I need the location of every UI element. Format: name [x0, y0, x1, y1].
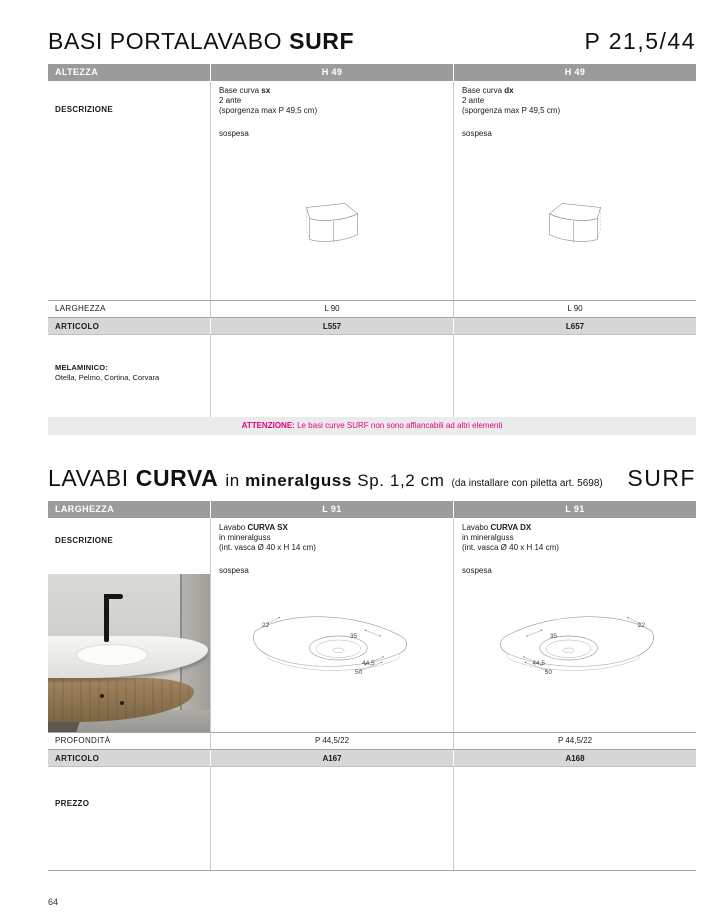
basin-plan-svg [487, 604, 663, 692]
attenzione-text: Le basi curve SURF non sono affiancabili ad altri elementi [297, 421, 503, 430]
section2-title [48, 465, 603, 492]
section1-title-row [48, 28, 696, 55]
dim-label: 44,5 [362, 660, 375, 667]
section-lavabi-curva [48, 465, 696, 871]
lavabo-curva-photo [48, 574, 210, 732]
base-curva-sx-drawing [288, 193, 376, 257]
header-label-larghezza: LARGHEZZA [55, 504, 115, 514]
section1-articolo-row [48, 318, 696, 335]
section2-drawing-row [48, 574, 696, 732]
col1-header: L 91 [210, 501, 453, 518]
dim-label: 50 [355, 669, 363, 676]
section2-install-note: (da installare con piletta art. 5698) [451, 478, 603, 489]
section2-subtitle [225, 471, 444, 490]
photo-cabinet-knob [100, 694, 104, 698]
dim-label: 50 [544, 669, 552, 676]
desc-line-2: in mineralguss [219, 533, 271, 542]
photo-faucet [104, 594, 109, 642]
desc-text: Base curva [219, 86, 260, 95]
desc-line-2: 2 ante [219, 96, 242, 105]
desc-line-1 [219, 86, 445, 96]
section2-title-row [48, 465, 696, 492]
photo-cabinet-knob [120, 701, 124, 705]
articolo-value-dx: A168 [453, 750, 696, 766]
desc-line-2: 2 ante [462, 96, 485, 105]
subtitle-bold: mineralguss [245, 471, 352, 490]
desc-variant: dx [504, 86, 514, 95]
cabinet-drawing-cell-dx [453, 157, 696, 300]
mount-type: sospesa [462, 129, 492, 138]
profondita-value-dx: P 44,5/22 [453, 733, 696, 749]
col2-header: H 49 [453, 64, 696, 81]
desc-line-3: (sporgenza max P 49,5 cm) [219, 106, 318, 115]
prezzo-cell-sx [210, 767, 453, 870]
page-number: 64 [48, 897, 59, 907]
desc-variant: sx [261, 86, 271, 95]
articolo-value-sx: L557 [210, 318, 453, 334]
section-basi-portalavabo [48, 28, 696, 435]
desc-variant: CURVA DX [490, 523, 532, 532]
dim-label: 44,5 [532, 660, 545, 667]
prezzo-label: PREZZO [55, 799, 90, 808]
mount-type: sospesa [462, 566, 492, 575]
desc-line-3: (int. vasca Ø 40 x H 14 cm) [462, 543, 559, 552]
melaminico-cell [48, 335, 210, 417]
section1-description-row [48, 81, 696, 157]
descrizione-label: DESCRIZIONE [55, 105, 113, 114]
photo-cell [48, 574, 210, 732]
section1-title-bold: SURF [289, 28, 355, 54]
empty-cell [453, 335, 696, 417]
section2-title-text: LAVABI [48, 465, 129, 491]
dim-label: 35 [549, 633, 557, 640]
section1-header-bar [48, 64, 696, 81]
prezzo-cell-dx [453, 767, 696, 870]
desc-line-3: (sporgenza max P 49,5 cm) [462, 106, 561, 115]
articolo-label: ARTICOLO [55, 754, 100, 763]
desc-line-1 [462, 523, 688, 533]
section2-description-row [48, 518, 696, 574]
section2-profondita-row [48, 732, 696, 750]
section1-larghezza-row [48, 300, 696, 318]
base-curva-dx-drawing [531, 193, 619, 257]
section1-dim-ref: P 21,5/44 [584, 28, 696, 54]
subtitle-pre: in [225, 471, 240, 490]
desc-line-1 [219, 523, 445, 533]
photo-basin [76, 644, 148, 666]
section2-title-bold: CURVA [135, 465, 219, 491]
lavabo-curva-sx-drawing [244, 604, 420, 696]
description-cell-sx [210, 518, 453, 574]
section2-prezzo-row [48, 767, 696, 871]
desc-line-1 [462, 86, 688, 96]
photo-faucet-spout [104, 594, 123, 599]
attenzione-label: ATTENZIONE: [241, 421, 295, 430]
dim-label: 35 [350, 633, 358, 640]
profondita-label: PROFONDITÀ [55, 736, 111, 745]
col1-header: H 49 [210, 64, 453, 81]
tech-drawing-cell-sx [210, 574, 453, 732]
desc-line-2: in mineralguss [462, 533, 514, 542]
articolo-value-dx: L657 [453, 318, 696, 334]
lavabo-curva-dx-drawing [487, 604, 663, 696]
descrizione-label: DESCRIZIONE [55, 536, 113, 545]
mount-type: sospesa [219, 129, 249, 138]
articolo-value-sx: A167 [210, 750, 453, 766]
desc-text: Lavabo [219, 523, 246, 532]
section2-header-bar [48, 501, 696, 518]
cabinet-drawing-cell-sx [210, 157, 453, 300]
larghezza-value-sx: L 90 [210, 301, 453, 317]
section2-brand: SURF [627, 465, 696, 491]
description-cell-dx [453, 518, 696, 574]
dim-label: 22 [637, 622, 645, 629]
empty-cell [48, 157, 210, 300]
section1-title-text: BASI PORTALAVABO [48, 28, 283, 54]
articolo-label: ARTICOLO [55, 322, 100, 331]
section1-drawing-row [48, 157, 696, 300]
mount-type: sospesa [219, 566, 249, 575]
desc-variant: CURVA SX [247, 523, 288, 532]
larghezza-value-dx: L 90 [453, 301, 696, 317]
attenzione-note [48, 417, 696, 435]
desc-text: Lavabo [462, 523, 489, 532]
profondita-value-sx: P 44,5/22 [210, 733, 453, 749]
basin-plan-svg [244, 604, 420, 692]
melaminico-finishes: Otella, Pelmo, Cortina, Corvara [55, 373, 160, 382]
description-cell-sx [210, 81, 453, 157]
header-label-altezza: ALTEZZA [55, 67, 99, 77]
section1-melaminico-row [48, 335, 696, 417]
desc-text: Base curva [462, 86, 503, 95]
larghezza-label: LARGHEZZA [55, 304, 106, 313]
description-cell-dx [453, 81, 696, 157]
subtitle-post: Sp. 1,2 cm [357, 471, 445, 490]
melaminico-label: MELAMINICO: [55, 363, 109, 372]
dim-label: 22 [262, 622, 270, 629]
tech-drawing-cell-dx [453, 574, 696, 732]
col2-header: L 91 [453, 501, 696, 518]
desc-line-3: (int. vasca Ø 40 x H 14 cm) [219, 543, 316, 552]
section2-articolo-row [48, 750, 696, 767]
empty-cell [210, 335, 453, 417]
section1-title [48, 28, 354, 55]
